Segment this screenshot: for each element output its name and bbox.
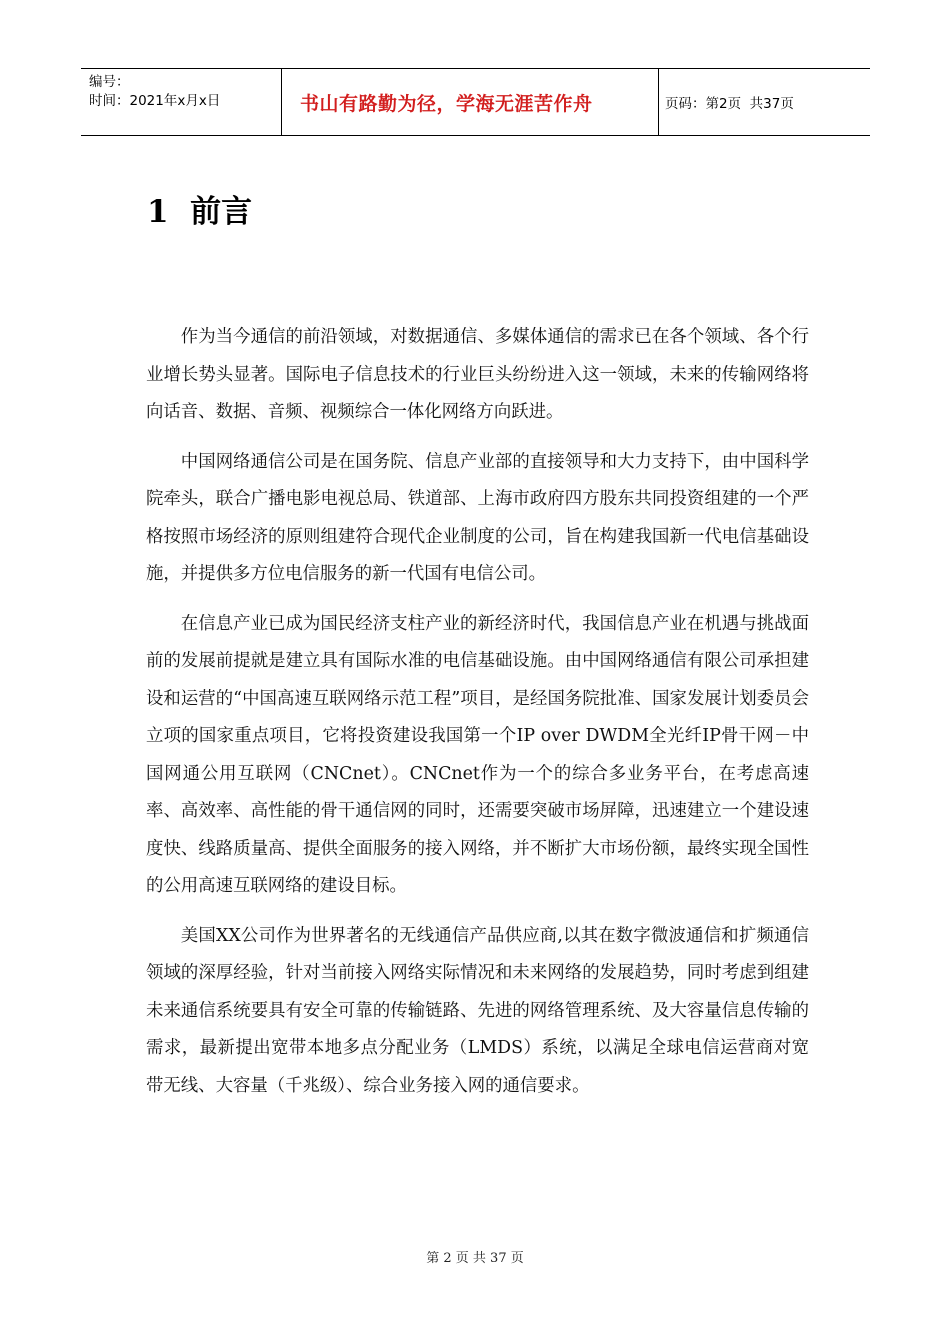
date-label: 时间：2021年x月x日 (89, 93, 221, 109)
paragraph-1: 作为当今通信的前沿领域，对数据通信、多媒体通信的需求已在各个领域、各个行业增长势头显著。国际电子信息技术的行业巨头纷纷进入这一领域，未来的传输网络将向话音、数据、音频、视频综合一体化网络方向跃进。 (146, 327, 809, 422)
header-meta-cell (81, 69, 282, 135)
paragraph-2: 中国网络通信公司是在国务院、信息产业部的直接领导和大力支持下，由中国科学院牵头，联合广播电影电视总局、铁道部、上海市政府四方股东共同投资组建的一个严格按照市场经济的原则组建符合现代企业制度的公司，旨在构建我国新一代电信基础设施，并提供多方位电信服务的新一代国有电信公司。 (146, 451, 809, 584)
body-text (146, 319, 809, 1117)
page-footer: 第 2 页 共 37 页 (426, 1251, 524, 1266)
number-label: 编号： (89, 74, 130, 90)
header-page-info: 页码：第2页 共37页 (665, 96, 794, 112)
paragraph-3: 在信息产业已成为国民经济支柱产业的新经济时代，我国信息产业在机遇与挑战面前的发展前提就是建立具有国际水准的电信基础设施。由中国网络通信有限公司承担建设和运营的“中国高速互联网络示范工程”项目，是经国务院批准、国家发展计划委员会立项的国家重点项目，它将投资建设我国第一个IP over DWDM全光纤IP骨干网－中国网通公用互联网（CNCnet）。CNCnet作为一个的综合多业务平台，在考虑高速率、高效率、高性能的骨干通信网的同时，还需要突破市场屏障，迅速建立一个建设速度快、线路质量高、提供全面服务的接入网络，并不断扩大市场份额，最终实现全国性的公用高速互联网络的建设目标。 (146, 613, 809, 896)
section-heading: 1 前言 (147, 194, 253, 230)
document-header (81, 68, 870, 136)
header-motto: 书山有路勤为径，学海无涯苦作舟 (282, 69, 659, 135)
paragraph-4: 美国XX公司作为世界著名的无线通信产品供应商,以其在数字微波通信和扩频通信领域的深厚经验，针对当前接入网络实际情况和未来网络的发展趋势，同时考虑到组建未来通信系统要具有安全可靠的传输链路、先进的网络管理系统、及大容量信息传输的需求，最新提出宽带本地多点分配业务（LMDS）系统，以满足全球电信运营商对宽带无线、大容量（千兆级）、综合业务接入网的通信要求。 (146, 925, 809, 1096)
